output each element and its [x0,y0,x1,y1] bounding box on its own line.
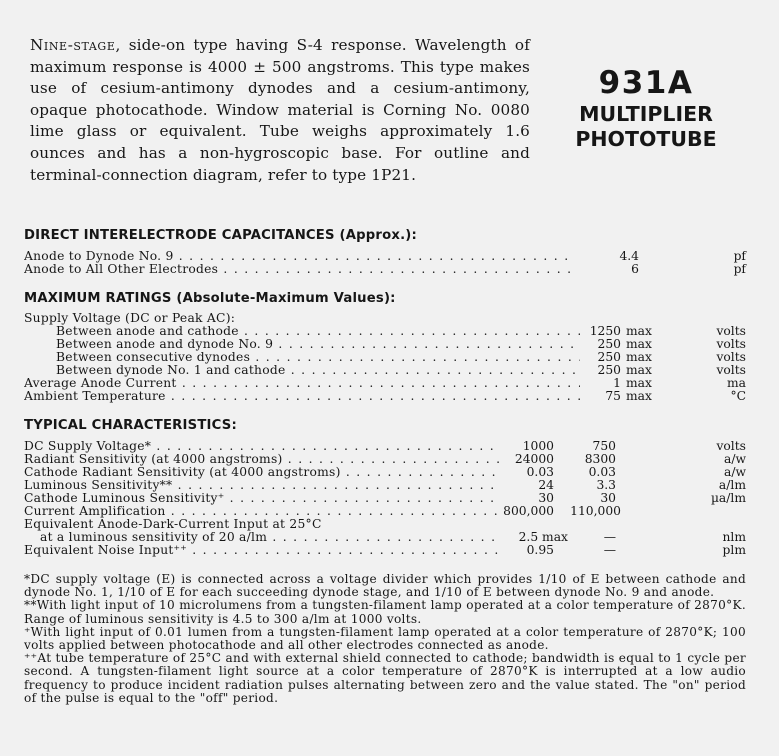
ratings-title: MAXIMUM RATINGS (Absolute-Maximum Values): [24,291,396,306]
tube-desc-line1: MULTIPLIER [579,102,713,126]
row-unit: ma [727,376,746,390]
typical-row [24,465,779,479]
typical-row [24,478,779,492]
row-qualifier: max [626,324,652,338]
row-value-1: 24000 [514,452,554,466]
row-value: 1250 [589,324,621,338]
typical-row [24,452,779,466]
row-value-1: 1000 [522,439,554,453]
row-qualifier: max [626,363,652,377]
row-value-2: 0.03 [588,465,616,479]
tube-desc-line2: PHOTOTUBE [575,127,717,151]
rating-row [24,363,779,377]
capacitance-row [24,262,779,276]
capacitance-row [24,249,779,263]
row-unit: volts [716,350,746,364]
row-label: Anode to All Other Electrodes . . . [24,262,572,276]
row-value-2: 8300 [584,452,616,466]
row-qualifier: max [626,389,652,403]
row-label: Cathode Radiant Sensitivity (at 4000 angstroms) . . . [24,465,500,479]
row-value: 250 [597,363,621,377]
row-qualifier: max [626,350,652,364]
row-value: 250 [597,337,621,351]
row-value-2: 30 [600,491,616,505]
row-unit: pf [733,249,746,263]
intro-text: , side-on type having S-4 response. Wavelength of maximum response is 4000 ± 500 angstroms. This type makes use of cesium-antimony dynodes and a cesium-antimony, opaque photocathode. Window material is Corning No. 0080 lime glass or equivalent. Tube weighs approximately 1.6 ounces and has a non-hygroscopic base. For outline and terminal-connection diagram, refer to type 1P21. [30,36,530,184]
footnote: **With light input of 10 microlumens from a tungsten-filament lamp operated at a color temperature of 2870°K. Range of luminous sensitivity is 4.5 to 300 a/lm at 1000 volts. [24,598,746,626]
row-value: 75 [605,389,621,403]
row-label: Anode to Dynode No. 9 . . . [24,249,572,263]
rating-row [24,376,779,390]
row-unit: nlm [722,530,746,544]
row-label: Ambient Temperature . . . [24,389,580,403]
row-label: Between consecutive dynodes . . . [56,350,580,364]
row-label: Equivalent Anode-Dark-Current Input at 25°C [24,517,322,531]
row-value-1: 0.95 [526,543,554,557]
row-label: Average Anode Current . . . [24,376,580,390]
row-value-2: 3.3 [596,478,616,492]
row-label: Luminous Sensitivity** . . . [24,478,500,492]
row-unit: volts [716,324,746,338]
row-value-2: — [603,543,616,557]
typical-row [24,530,779,544]
row-value: 4.4 [619,249,639,263]
row-label: Current Amplification . . . [24,504,500,518]
row-unit: volts [716,363,746,377]
row-value-2: — [603,530,616,544]
row-unit: plm [722,543,746,557]
capacitances-title: DIRECT INTERELECTRODE CAPACITANCES (Approx.): [24,228,417,243]
row-qualifier: max [626,337,652,351]
rating-row [24,337,779,351]
row-label: Between dynode No. 1 and cathode . . . [56,363,580,377]
row-value-1: 2.5 max [518,530,568,544]
row-value-1: 24 [538,478,554,492]
typical-row [24,504,779,518]
row-unit: pf [733,262,746,276]
footnote: *DC supply voltage (E) is connected across a voltage divider which provides 1/10 of E between cathode and dynode No. 1, 1/10 of E for each succeeding dynode stage, and 1/10 of E between dynode No. 9 and anode. [24,572,746,600]
row-label: Between anode and cathode . . . [56,324,580,338]
footnotes [24,573,746,705]
row-unit: volts [716,337,746,351]
tube-number: 931A [598,65,694,101]
row-unit: °C [730,389,746,403]
footnote: ⁺With light input of 0.01 lumen from a tungsten-filament lamp operated at a color temperature of 2870°K; 100 volts applied between photocathode and all other electrodes connected as anode. [24,624,746,653]
row-unit: a/w [724,452,746,466]
rating-row [24,350,779,364]
row-value-1: 30 [538,491,554,505]
tube-title-block [528,64,764,152]
typical-row [24,491,779,505]
row-value-1: 800,000 [503,504,554,518]
row-label: DC Supply Voltage* . . . [24,439,500,453]
row-label: Equivalent Noise Input⁺⁺ . . . [24,543,500,557]
footnote: ⁺⁺At tube temperature of 25°C and with external shield connected to cathode; bandwidth is equal to 1 cycle per second. A tungsten-filament light source at a color temperature of 2870°K is interrupted at a low audio frequency to produce incident radiation pulses alternating between zero and the value stated. The "on" period of the pulse is equal to the "off" period. [24,651,746,705]
row-value-1: 0.03 [526,465,554,479]
rating-row [24,324,779,338]
typical-row [24,439,779,453]
row-value: 250 [597,350,621,364]
row-value-2: 110,000 [570,504,621,518]
row-unit: volts [716,439,746,453]
typical-title: TYPICAL CHARACTERISTICS: [24,418,237,433]
ratings-heading: Supply Voltage (DC or Peak AC): [24,311,236,325]
row-unit: a/w [724,465,746,479]
row-label: Cathode Luminous Sensitivity⁺ . . . [24,491,500,505]
typical-row [24,517,779,531]
row-label: at a luminous sensitivity of 20 a/lm . . . [40,530,500,544]
intro-paragraph [30,35,530,186]
row-qualifier: max [626,376,652,390]
row-value: 1 [613,376,621,390]
row-unit: µa/lm [710,491,746,505]
row-label: Between anode and dynode No. 9 . . . [56,337,580,351]
rating-row [24,389,779,403]
intro-lead: Nine-stage [30,36,116,54]
row-value-2: 750 [592,439,616,453]
row-value: 6 [631,262,639,276]
ratings-heading-row [24,311,779,325]
typical-row [24,543,779,557]
row-label: Radiant Sensitivity (at 4000 angstroms) . . . [24,452,500,466]
row-unit: a/lm [718,478,746,492]
